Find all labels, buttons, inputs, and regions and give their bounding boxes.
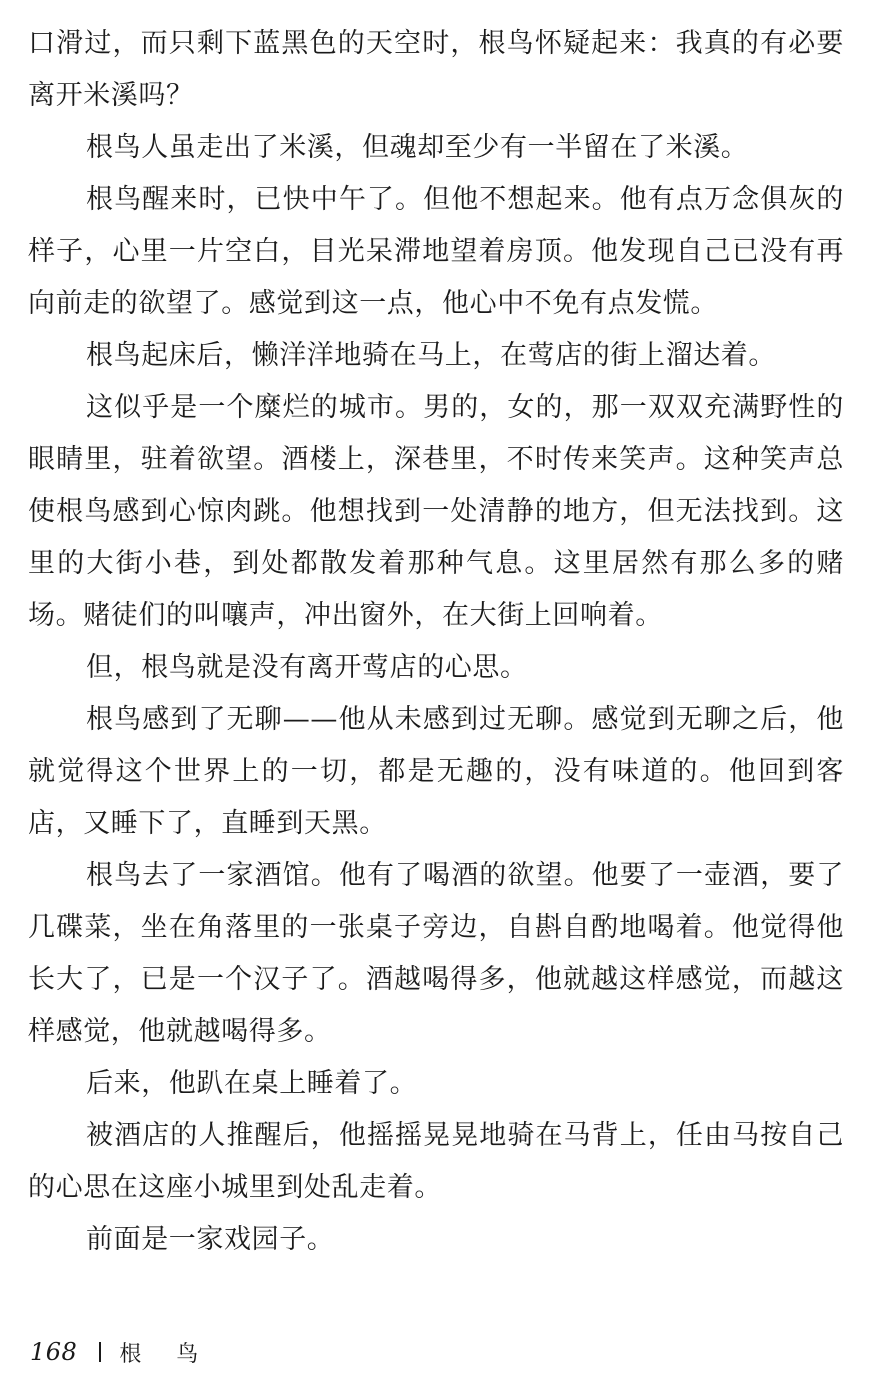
paragraph: 后来，他趴在桌上睡着了。 bbox=[86, 1068, 418, 1099]
paragraph: 根鸟醒来时，已快中午了。但他不想起来。他有点万念俱灰的样子，心里一片空白，目光呆滞地望着房顶。他发现自己已没有再向前走的欲望了。感觉到这一点，他心中不免有点发慌。 bbox=[28, 184, 844, 319]
page-number: 168 bbox=[30, 1338, 78, 1366]
paragraph: 前面是一家戏园子。 bbox=[86, 1224, 335, 1255]
running-title: 根 鸟 bbox=[119, 1341, 213, 1367]
footer-divider bbox=[99, 1342, 101, 1362]
paragraph: 根鸟去了一家酒馆。他有了喝酒的欲望。他要了一壶酒，要了几碟菜，坐在角落里的一张桌子旁边，自斟自酌地喝着。他觉得他长大了，已是一个汉子了。酒越喝得多，他就越这样感觉，而越这样感觉，他就越喝得多。 bbox=[28, 860, 844, 1047]
page-footer bbox=[30, 1332, 212, 1372]
paragraph: 口滑过，而只剩下蓝黑色的天空时，根鸟怀疑起来：我真的有必要离开米溪吗？ bbox=[28, 28, 844, 111]
paragraph: 根鸟感到了无聊——他从未感到过无聊。感觉到无聊之后，他就觉得这个世界上的一切，都是无趣的，没有味道的。他回到客店，又睡下了，直睡到天黑。 bbox=[28, 704, 844, 839]
paragraph: 这似乎是一个糜烂的城市。男的，女的，那一双双充满野性的眼睛里，驻着欲望。酒楼上，深巷里，不时传来笑声。这种笑声总使根鸟感到心惊肉跳。他想找到一处清静的地方，但无法找到。这里的大街小巷，到处都散发着那种气息。这里居然有那么多的赌场。赌徒们的叫嚷声，冲出窗外，在大街上回响着。 bbox=[28, 392, 844, 631]
paragraph: 被酒店的人推醒后，他摇摇晃晃地骑在马背上，任由马按自己的心思在这座小城里到处乱走着。 bbox=[28, 1120, 844, 1203]
body-text bbox=[28, 18, 844, 1266]
paragraph: 根鸟人虽走出了米溪，但魂却至少有一半留在了米溪。 bbox=[86, 132, 749, 163]
paragraph: 根鸟起床后，懒洋洋地骑在马上，在莺店的街上溜达着。 bbox=[86, 340, 776, 371]
paragraph: 但，根鸟就是没有离开莺店的心思。 bbox=[86, 652, 528, 683]
